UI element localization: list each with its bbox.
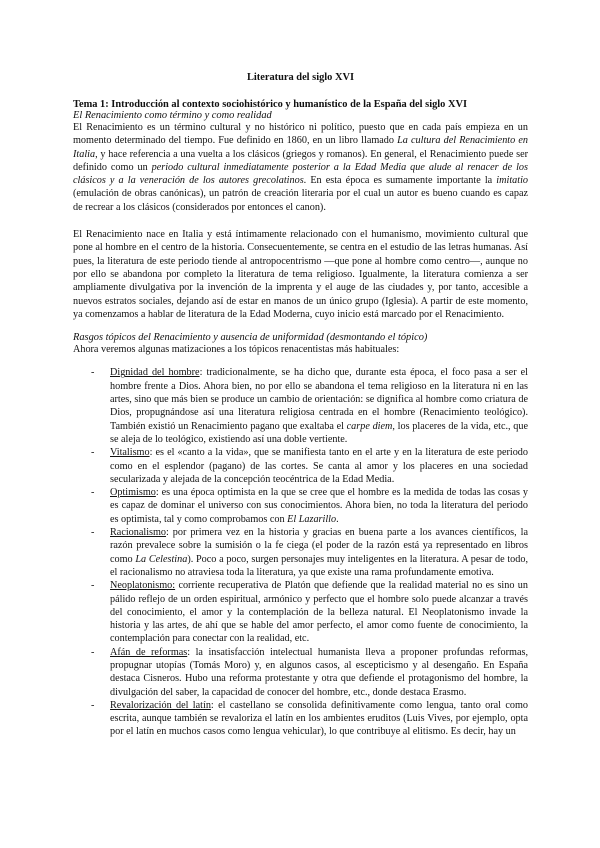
topic-italic: El Lazarillo	[287, 513, 337, 525]
bullet-dash: -	[91, 699, 95, 711]
spacer	[73, 214, 528, 228]
list-item-vitalismo	[73, 446, 528, 486]
bullet-dash: -	[91, 646, 95, 658]
list-item-reformas	[73, 646, 528, 699]
bullet-dash: -	[91, 527, 95, 539]
topic-text: : es el «canto a la vida», que se manifiesta tanto en el arte y en la literatura de este periodo como en el esplendor (pagano) de las cortes. Se canta al amor y los placeres en una sociedad secularizada y alejada de la concepción teocéntrica de la Edad Media.	[110, 447, 528, 485]
list-item-optimismo	[73, 486, 528, 526]
topic-term: Afán de reformas	[110, 646, 188, 658]
spacer	[73, 321, 528, 332]
topic-text: : es una época optimista en la que se cree que el hombre es la medida de todas las cosas y es capaz de dominar el universo con sus conocimientos. Ahora bien, no toda la literatura del periodo es optimista, tal y como comprobamos con	[110, 487, 528, 525]
section-subheading: El Renacimiento como término y como realidad	[73, 110, 272, 121]
list-item-racionalismo	[73, 526, 528, 579]
topic-term: Dignidad del hombre	[110, 367, 200, 379]
topic-text: ). Poco a poco, surgen personajes muy inteligentes en la literatura. A pesar de todo, el racionalismo no atraviesa toda la literatura, ya que existe una rama profundamente emotiva.	[110, 553, 528, 578]
bullet-dash: -	[91, 447, 95, 459]
bullet-dash: -	[91, 367, 95, 379]
p1-text-c: , y hace referencia a una vuelta a los clásicos (griegos y romanos). En general, el Renacimiento puede ser definido como un	[73, 148, 528, 173]
topic-term: Revalorización del latín	[110, 699, 211, 711]
topic-term: Vitalismo	[110, 447, 150, 459]
bullet-dash: -	[91, 580, 95, 592]
topic-text: corriente recuperativa de Platón que defiende que la realidad material no es sino un pálido reflejo de un orden espiritual, armónico y perfecto que el hombre solo puede alcanzar a través del conocimiento, el amor y la contemplación de la belleza natural. El Neoplatonismo invade la historia y las artes, de ahí que se hable del amor perfecto, el amor como fuente de conocimiento, la contemplación para conectar con la realidad, etc.	[110, 580, 528, 645]
topic-term: Neoplatonismo:	[110, 580, 176, 592]
topic-text: : la insatisfacción intelectual humanista lleva a proponer profundas reformas, propugnar utopías (Tomás Moro) y, en algunos casos, al escepticismo y al desengaño. En España destaca Cisneros. Hubo una reforma protestante y otra que defiende el protagonismo del hombre, la divulgación del saber, la capacidad de conocer del hombre, etc., donde destaca Erasmo.	[110, 646, 528, 698]
p1-text-a: El Renacimiento es un término cultural y no histórico ni político, puesto que en cada país empieza en un momento determinado del tiempo. Fue definido en 1860, en un libro llamado	[73, 122, 528, 147]
topic-text: : el castellano se consolida definitivamente como lengua, tanto oral como escrita, aunque también se revaloriza el latín en los ambientes eruditos (Luis Vives, por ejemplo, opta por el latín en muchos casos como lengua vehicular), lo que contribuye al elitismo. Es decir, hay un	[110, 699, 528, 738]
topic-text: , los placeres de la vida, etc., que se aleja de lo teológico, existiendo así una doble vertiente.	[110, 420, 529, 445]
topic-text: : tradicionalmente, se ha dicho que, durante esta época, el foco pasa a ser el hombre frente a Dios. Ahora bien, no por ello se abandona el tema religioso en la literatura ni en las artes, sino que más bien se produce un cambio de orientación: se dignifica al hombre como criatura de Dios, propugnándose así una literatura religiosa centrada en el hombre (Renacimiento teológico). También existió un Renacimiento pagano que exaltaba el	[110, 367, 528, 432]
p1-text-e: . En esta época es sumamente importante la	[303, 175, 497, 187]
list-item-neoplatonismo	[73, 579, 528, 645]
spacer	[73, 356, 528, 366]
list-item-latin	[73, 699, 528, 739]
p1-text-g: (emulación de obras canónicas), un patrón de creación literaria por el cual un autor es bueno cuando es capaz de recrear a los clásicos (considerados por entonces el canon).	[73, 188, 528, 213]
topic-text: .	[336, 513, 339, 525]
p1-book-title: La cultura del Renacimiento en Italia	[73, 135, 528, 160]
rasgos-heading: Rasgos tópicos del Renacimiento y ausencia de uniformidad (desmontando el tópico)	[73, 332, 428, 344]
rasgos-intro: Ahora veremos algunas matizaciones a los tópicos renacentistas más habituales:	[73, 344, 400, 356]
section-heading: Tema 1: Introducción al contexto sociohistórico y humanístico de la España del siglo XVI	[73, 99, 468, 110]
topic-italic: La Celestina	[135, 553, 188, 565]
document-page	[73, 72, 528, 739]
p1-definition: periodo cultural inmediatamente posterior a la Edad Media que alude al renacer de los clásicos y a la veneración de los autores grecolatinos	[73, 161, 528, 187]
paragraph-renacimiento-italia: El Renacimiento nace en Italia y está íntimamente relacionado con el humanismo, movimiento cultural que pone al hombre en el centro de la historia. Consecuentemente, se centra en el estudio de las letras humanas. Así pues, la literatura de este periodo tiende al antropocentrismo —que pone al hombre como centro—, aunque no por ello se abandona por completo la literatura de tema religioso. Igualmente, la literatura comienza a ser ampliamente divulgativa por la invención de la imprenta y el auge de las ciudades y, por tanto, accesible a nuevos estratos sociales, dejando así de estar en manos de un único grupo (Iglesia). A partir de este momento, ya comenzamos a hablar de literatura de la Edad Moderna, cuyo inicio está marcado por el Renacimiento.	[73, 229, 528, 320]
p1-imitatio: imitatio	[496, 175, 528, 187]
topic-term: Optimismo	[110, 487, 156, 499]
bullet-dash: -	[91, 487, 95, 499]
topic-term: Racionalismo	[110, 527, 167, 539]
topic-text: : por primera vez en la historia y gracias en buena parte a los avances científicos, la razón prevalece sobre la sumisión o la fe ciega (el poder de la razón está ya representado en libros como	[110, 527, 528, 565]
document-title: Literatura del siglo XVI	[246, 72, 355, 83]
topic-italic: carpe diem	[346, 420, 393, 432]
paragraph-renacimiento-definicion	[73, 121, 528, 214]
topics-list	[73, 366, 528, 738]
list-item-dignidad	[73, 366, 528, 446]
